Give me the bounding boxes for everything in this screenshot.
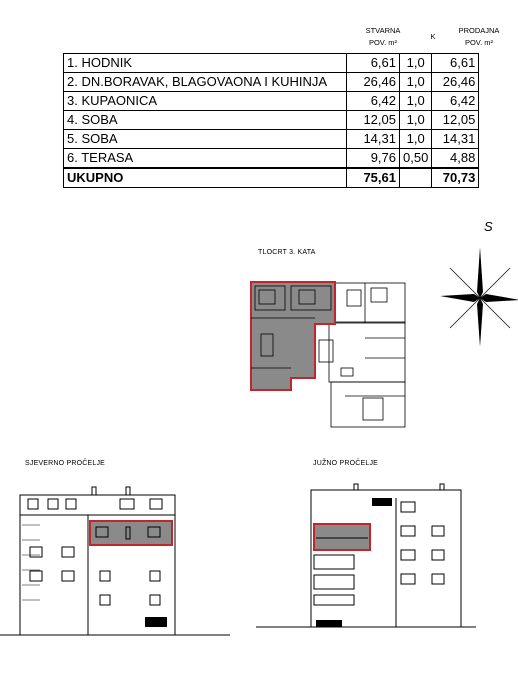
north-elevation-drawing xyxy=(0,485,230,635)
coefficient xyxy=(400,168,432,188)
table-row xyxy=(64,73,479,92)
coefficient: 1,0 xyxy=(400,111,432,130)
room-name: 1. HODNIK xyxy=(64,54,347,73)
sale-area: 14,31 xyxy=(432,130,479,149)
compass-label: S xyxy=(484,219,493,234)
sale-area: 6,42 xyxy=(432,92,479,111)
south-elevation-unit-highlight xyxy=(314,524,370,550)
room-name: 6. TERASA xyxy=(64,149,347,169)
sale-area: 70,73 xyxy=(432,168,479,188)
room-name: UKUPNO xyxy=(64,168,347,188)
sale-area: 12,05 xyxy=(432,111,479,130)
room-name: 4. SOBA xyxy=(64,111,347,130)
floorplan-title: TLOCRT 3. KATA xyxy=(258,249,316,256)
actual-area: 26,46 xyxy=(347,73,400,92)
area-table xyxy=(63,53,479,188)
actual-area: 6,42 xyxy=(347,92,400,111)
coefficient: 1,0 xyxy=(400,73,432,92)
apartment-unit xyxy=(251,282,335,390)
room-name: 5. SOBA xyxy=(64,130,347,149)
sale-area: 4,88 xyxy=(432,149,479,169)
table-row xyxy=(64,130,479,149)
south-elevation-drawing xyxy=(256,480,476,630)
south-elevation-title: JUŽNO PROČELJE xyxy=(313,460,379,467)
col-header-k: K xyxy=(430,32,436,41)
actual-area: 9,76 xyxy=(347,149,400,169)
coefficient: 1,0 xyxy=(400,54,432,73)
coefficient: 0,50 xyxy=(400,149,432,169)
actual-area: 12,05 xyxy=(347,111,400,130)
north-elevation-title: SJEVERNO PROČELJE xyxy=(25,460,106,467)
table-row xyxy=(64,92,479,111)
total-row xyxy=(64,168,479,188)
sale-area: 26,46 xyxy=(432,73,479,92)
actual-area: 14,31 xyxy=(347,130,400,149)
coefficient: 1,0 xyxy=(400,92,432,111)
floorplan-drawing xyxy=(245,278,415,428)
table-row xyxy=(64,111,479,130)
col-header-actual-area: STVARNA POV. m² xyxy=(365,26,401,47)
col-header-sale-area: PRODAJNA POV. m² xyxy=(458,26,500,47)
compass-icon xyxy=(440,242,518,352)
actual-area: 75,61 xyxy=(347,168,400,188)
sale-area: 6,61 xyxy=(432,54,479,73)
coefficient: 1,0 xyxy=(400,130,432,149)
table-row xyxy=(64,54,479,73)
room-name: 2. DN.BORAVAK, BLAGOVAONA I KUHINJA xyxy=(64,73,347,92)
room-name: 3. KUPAONICA xyxy=(64,92,347,111)
actual-area: 6,61 xyxy=(347,54,400,73)
table-row xyxy=(64,149,479,169)
